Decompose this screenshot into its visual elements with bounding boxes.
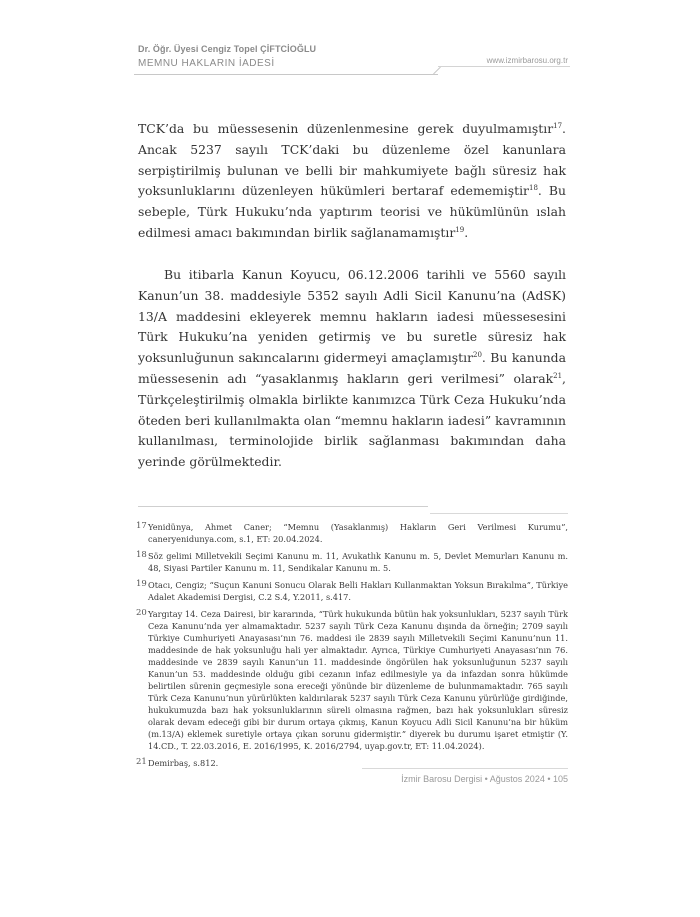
author-name: Dr. Öğr. Üyesi Cengiz Topel ÇİFTCİOĞLU [138, 44, 317, 54]
footnote-20 [136, 608, 568, 752]
paragraph-text: TCK’da bu müessesenin düzenlenmesine gerek duyulmamıştır [138, 121, 554, 136]
footnotes [136, 521, 568, 774]
footnote-number: 19 [136, 579, 147, 589]
footer-divider [362, 768, 568, 769]
footnote-divider-right [430, 513, 568, 514]
paragraph-text: , Türkçeleştirilmiş olmakla birlikte kanımızca Türk Ceza Hukuku’nda öteden beri kullanılmakta olan “memnu hakların iadesi” kavramının kullanılması, terminolojide birlik sağlanması bakımından daha yerinde görülmektedir. [138, 370, 566, 470]
paragraph-text: . Ancak 5237 sayılı TCK’daki bu düzenleme özel kanunlara serpiştirilmiş bulunan ve belli bir mahkumiyete bağlı süresiz hak yoksunluklarını düzenleyen hükümleri bertaraf edememiştir [138, 121, 566, 199]
paragraph-text: . [464, 224, 469, 240]
footnote-text: Söz gelimi Milletvekili Seçimi Kanunu m. 11, Avukatlık Kanunu m. 5, Devlet Memurları Kanunu m. 48, Siyasi Partiler Kanunu m. 11, Sendikalar Kanunu m. 5. [148, 551, 568, 573]
footnote-number: 18 [136, 550, 147, 560]
footnote-number: 21 [136, 757, 147, 767]
header-divider-right [438, 66, 570, 67]
header-divider [134, 74, 438, 75]
paragraph-text: . Bu sebeple, Türk Hukuku’nda yaptırım teorisi ve hükümlünün ıslah edilmesi amacı bakımından birlik sağlanamamıştır [138, 183, 566, 240]
section-title: MEMNU HAKLARIN İADESİ [138, 58, 275, 69]
footnote-17 [136, 521, 568, 545]
header-url[interactable]: www.izmirbarosu.org.tr [486, 56, 568, 65]
footnote-ref[interactable]: 21 [553, 371, 563, 380]
footnote-text: Otacı, Cengiz; “Suçun Kanuni Sonucu Olarak Belli Hakları Kullanmaktan Yoksun Bırakılma”, Türkiye Adalet Akademisi Dergisi, C.2 S.4, Y.2011, s.417. [148, 580, 568, 602]
footnote-ref[interactable]: 18 [528, 184, 538, 193]
footnote-18 [136, 550, 568, 574]
footnote-divider [138, 506, 428, 507]
page-footer: İzmir Barosu Dergisi • Ağustos 2024 • 105 [401, 774, 568, 784]
page-header [138, 44, 568, 84]
footnote-number: 17 [136, 521, 147, 531]
footnote-text: Yargıtay 14. Ceza Dairesi, bir kararında, “Türk hukukunda bütün hak yoksunlukları, 5237 sayılı Türk Ceza Kanunu’nda yer almamaktadır. 5237 sayılı Türk Ceza Kanunu dışında da örneğin; 2709 sayılı Türkiye Cumhuriyeti Anayasası’nın 76. maddesi ile 2839 sayılı Milletvekili Seçimi Kanunu’nun 11. maddesinde de hak yoksunluğu hali yer almaktadır. Ayrıca, Türkiye Cumhuriyeti Anayasası’nın 76. maddesinde ve 2839 sayılı Kanun’un 11. maddesinde öngörülen hak yoksunluğunun 5237 sayılı Kanun’un 53. maddesinde olduğu gibi cezanın infaz edilmesiyle ya da infazdan sonra hükümde belirtilen sürenin geçmesiyle sona ereceği yönünde bir düzenleme de bulunmamaktadır. 765 sayılı Türk Ceza Kanunu’nun yürürlükten kaldırılarak 5237 sayılı Türk Ceza Kanunu yürürlüğe girdiğinde, hukukumuzda bazı hak yoksunluklarının süreli olmasına rağmen, bazı hak yoksunlukları süresiz olarak devam edeceği gibi bir durum ortaya çıkmış, Kanun Koyucu Adli Sicil Kanunu’na bir hüküm (m.13/A) eklemek suretiyle ortaya çıkan sorunu gidermiştir.” diyerek bu durumu işaret etmiştir (Y. 14.CD., T. 22.03.2016, E. 2016/1995, K. 2016/2794, uyap.gov.tr, ET: 11.04.2024). [148, 609, 568, 751]
footnote-ref[interactable]: 20 [473, 351, 482, 360]
body-paragraph-2 [138, 265, 566, 473]
footnote-19 [136, 579, 568, 603]
footnote-text: Demirbaş, s.812. [148, 758, 219, 768]
footnote-ref[interactable]: 17 [553, 121, 563, 130]
footnote-text: Yenidünya, Ahmet Caner; “Memnu (Yasaklanmış) Hakların Geri Verilmesi Kurumu”, caneryenidunya.com, s.1, ET: 20.04.2024. [148, 522, 568, 544]
footnote-ref[interactable]: 19 [455, 225, 465, 234]
paragraph-text: Bu itibarla Kanun Koyucu, 06.12.2006 tarihli ve 5560 sayılı Kanun’un 38. maddesiyle 5352 sayılı Adli Sicil Kanunu’na (AdSK) 13/A maddesini ekleyerek memnu hakların iadesi müessesesini Türk Hukuku’na yeniden getirmiş ve bu suretle süresiz hak yoksunluğunun sakıncalarını gidermeyi amaçlamıştır [138, 267, 566, 366]
footnote-number: 20 [136, 608, 147, 618]
body-paragraph-1 [138, 119, 566, 244]
paragraph-text: . Bu kanunda müessesenin adı “yasaklanmış hakların geri verilmesi” olarak [138, 350, 566, 386]
